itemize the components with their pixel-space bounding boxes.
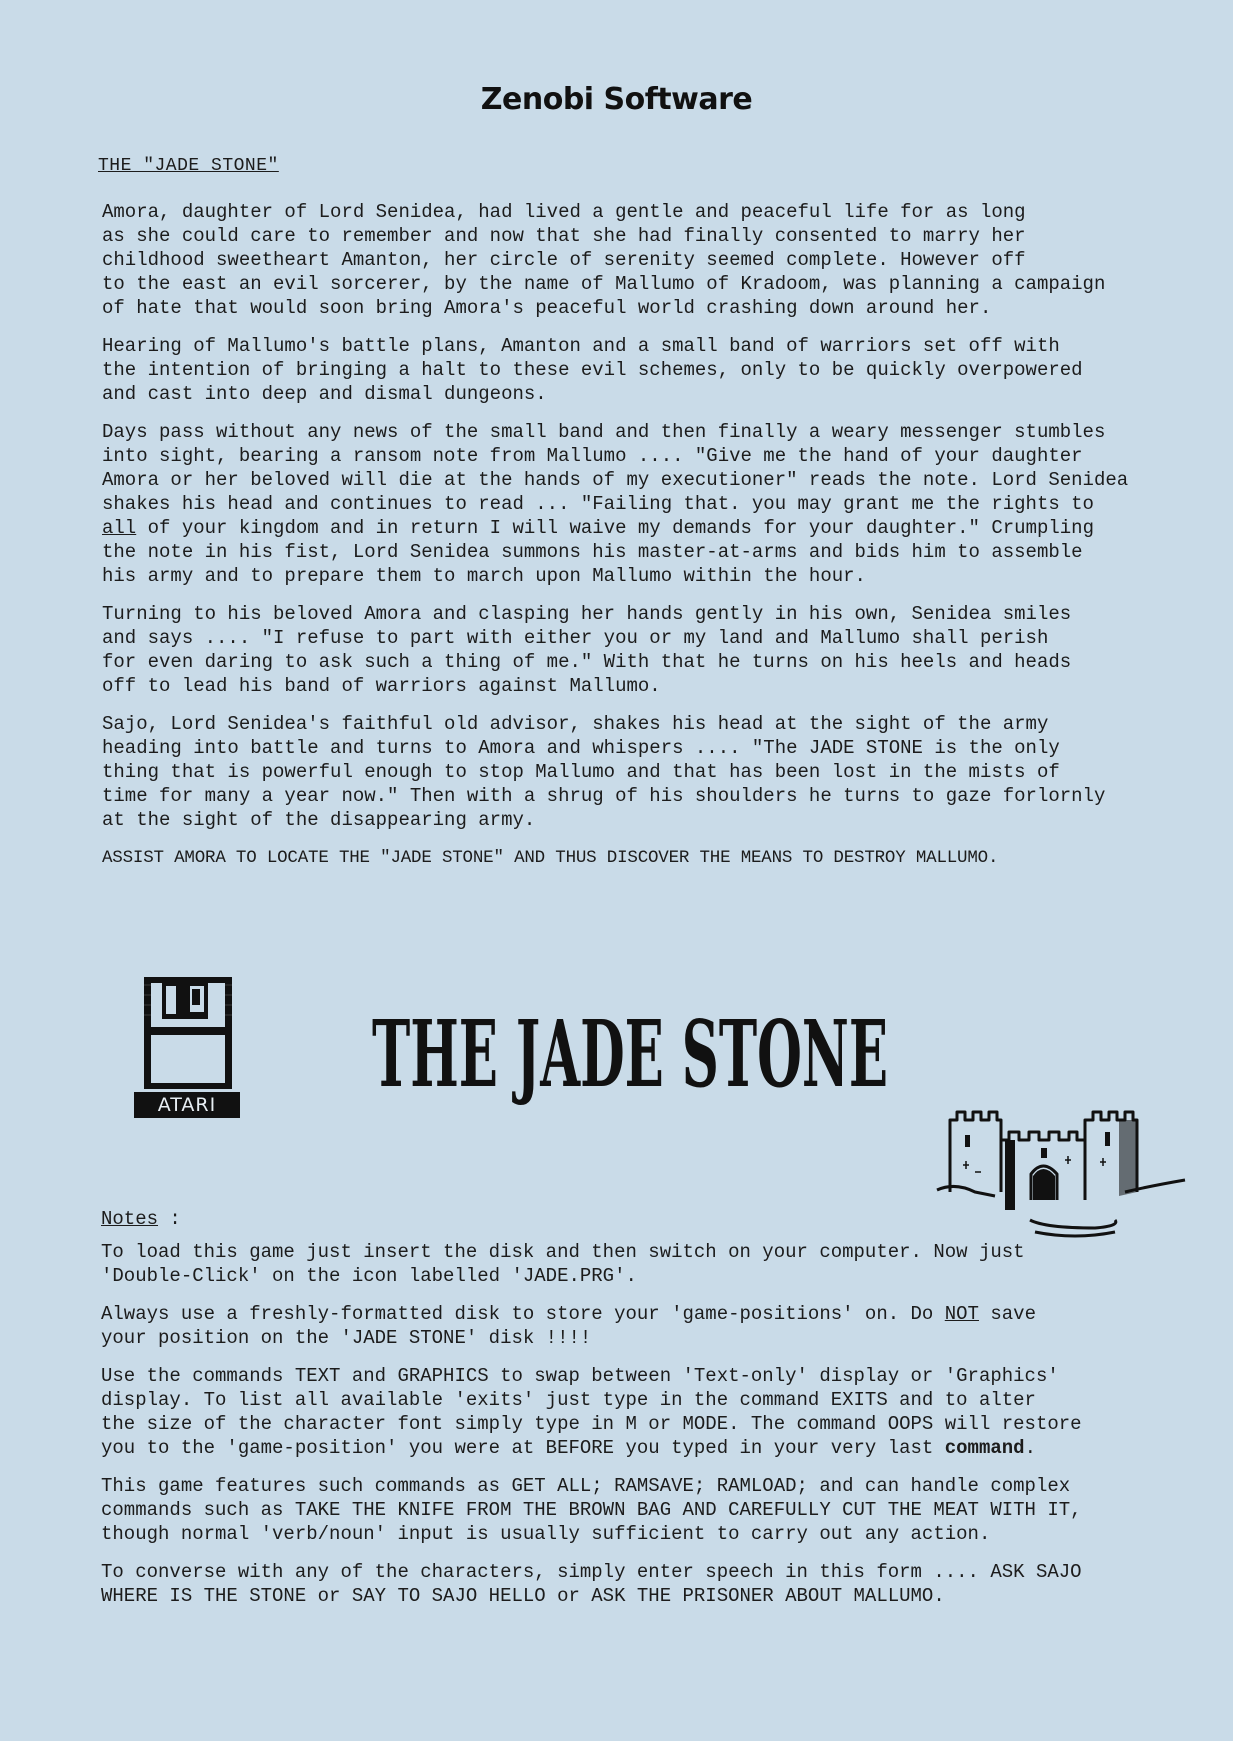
story-paragraph: Turning to his beloved Amora and clasping her hands gently in his own, Senidea smiles and says .... "I refuse to part with either you or my land and Mallumo shall perish for even daring to ask such a thing of me." With that he turns on his heels and heads off to lead his band of warriors against Mallumo. [102, 603, 1072, 697]
notes-paragraph: To converse with any of the characters, simply enter speech in this form .... ASK SAJO WHERE IS THE STONE or SAY TO SAJO HELLO or ASK THE PRISONER ABOUT MALLUMO. [101, 1561, 1082, 1607]
bold-word: command [944, 1437, 1025, 1459]
notes-text-span: save your position on the 'JADE STONE' disk !!!! [101, 1303, 1036, 1349]
story-paragraph: Amora, daughter of Lord Senidea, had lived a gentle and peaceful life for as long as she could care to remember and now that she had finally consented to marry her childhood sweetheart Amanton, her circle of serenity seemed complete. However off to the east an evil sorcerer, by the name of Mallumo of Kradoom, was planning a campaign of hate that would soon bring Amora's peaceful world crashing down around her. [102, 201, 1106, 319]
notes-text [101, 1240, 1211, 1622]
notes-title: Notes [101, 1208, 159, 1230]
notes-paragraph: To load this game just insert the disk and then switch on your computer. Now just 'Double-Click' on the icon labelled 'JADE.PRG'. [101, 1241, 1025, 1287]
notes-paragraph: This game features such commands as GET ALL; RAMSAVE; RAMLOAD; and can handle complex commands such as TAKE THE KNIFE FROM THE BROWN BAG AND CAREFULLY CUT THE MEAT WITH IT, though normal 'verb/noun' input is usually sufficient to carry out any action. [101, 1475, 1082, 1545]
underlined-word: all [102, 517, 137, 539]
notes-colon: : [158, 1208, 181, 1230]
notes-paragraph [101, 1364, 1211, 1460]
brand-title: Zenobi Software [480, 82, 753, 117]
castle-icon [935, 1100, 1195, 1240]
notes-paragraph [101, 1302, 1211, 1350]
platform-label: ATARI [134, 1092, 240, 1118]
notes-text-span: Use the commands TEXT and GRAPHICS to swap between 'Text-only' display or 'Graphics' display. To list all available 'exits' just type in the command EXITS and to alter the size of the character font simply type in M or MODE. The command OOPS will restore you to the 'game-position' you were at BEFORE you typed in your very last [101, 1365, 1082, 1459]
story-paragraph [102, 420, 1222, 588]
game-title-logo [370, 990, 890, 1108]
section-heading: THE "JADE STONE" [98, 156, 279, 176]
floppy-disk-icon [142, 975, 234, 1100]
underlined-word: NOT [944, 1303, 979, 1325]
story-text-span: Days pass without any news of the small band and then finally a weary messenger stumbles into sight, bearing a ransom note from Mallumo .... "Give me the hand of your daughter Amora or her beloved will die at the hands of my executioner" reads the note. Lord Senidea shakes his head and continues to read ... "Failing that. you may grant me the rights to [102, 421, 1129, 515]
story-text-span: of your kingdom and in return I will waive my demands for your daughter." Crumpling the note in his fist, Lord Senidea summons his master-at-arms and bids him to assemble his army and to prepare them to march upon Mallumo within the hour. [102, 517, 1094, 587]
story-paragraph: Sajo, Lord Senidea's faithful old advisor, shakes his head at the sight of the army heading into battle and turns to Amora and whispers .... "The JADE STONE is the only thing that is powerful enough to stop Mallumo and that has been lost in the mists of time for many a year now." Then with a shrug of his shoulders he turns to gaze forlornly at the sight of the disappearing army. [102, 713, 1106, 831]
notes-text-span: . [1024, 1437, 1036, 1459]
mission-statement: ASSIST AMORA TO LOCATE THE "JADE STONE" AND THUS DISCOVER THE MEANS TO DESTROY MALLUMO. [102, 848, 999, 868]
story-paragraph: Hearing of Mallumo's battle plans, Amanton and a small band of warriors set off with the intention of bringing a halt to these evil schemes, only to be quickly overpowered and cast into deep and dismal dungeons. [102, 335, 1083, 405]
game-title-text: THE JADE STONE [372, 1000, 888, 1108]
notes-text-span: Always use a freshly-formatted disk to store your 'game-positions' on. Do [101, 1303, 945, 1325]
story-text [102, 200, 1222, 884]
notes-heading [101, 1208, 181, 1230]
